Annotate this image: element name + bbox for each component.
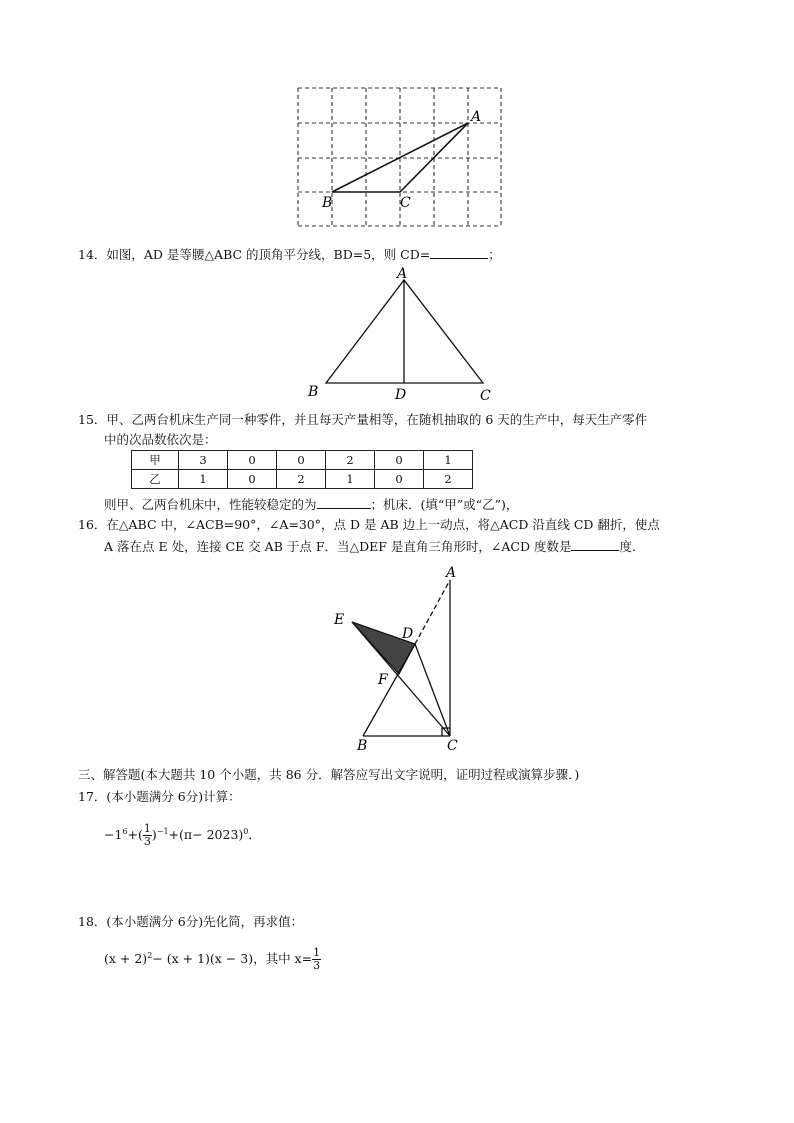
q16-fold-figure (326, 562, 476, 758)
q14-text-end: ； (488, 247, 501, 262)
table-cell: 2 (277, 470, 326, 489)
q18-frac-num: 1 (313, 946, 321, 960)
table-cell: 2 (424, 470, 473, 489)
q16-line-2 (104, 537, 645, 556)
section3-heading (78, 766, 579, 784)
table-cell: 0 (228, 451, 277, 470)
q15-line-1 (78, 411, 647, 429)
label-d: D (402, 626, 414, 642)
q17-number: 17． (78, 789, 107, 804)
q15-text-1: 甲、乙两台机床生产同一种零件，并且每天产量相等，在随机抽取的 6 天的生产中，每天生产零件 (106, 412, 648, 427)
q17-exp-2: −1 (156, 827, 169, 836)
q16-text-2-end: 度． (619, 539, 645, 554)
q15-text-3: 则甲、乙两台机床中，性能较稳定的为 (104, 497, 317, 512)
label-a: A (471, 109, 482, 125)
table-cell: 2 (326, 451, 375, 470)
q16-answer-blank[interactable] (571, 537, 619, 551)
q18-intro: (本小题满分 6分)先化简，再求值： (106, 914, 304, 929)
q15-answer-blank[interactable] (317, 495, 371, 509)
q15-number: 15． (78, 412, 107, 427)
row-label: 甲 (132, 451, 179, 470)
q14-line (78, 245, 501, 264)
q14-text: 如图，AD 是等腰△ABC 的顶角平分线，BD=5，则 CD= (106, 247, 431, 262)
table-cell: 0 (228, 470, 277, 489)
label-d: D (395, 387, 407, 403)
q16-line-1 (78, 516, 660, 534)
q17-expr-2: +( (127, 827, 143, 843)
q13-grid-figure (290, 82, 510, 232)
q18-expression (104, 936, 321, 979)
q17-intro: (本小题满分 6分)计算： (106, 789, 241, 804)
section3-heading-text: 三、解答题(本大题共 10 个小题，共 86 分．解答应写出文字说明，证明过程或演算步骤．) (78, 767, 580, 782)
table-cell: 1 (326, 470, 375, 489)
q17-expr-4: +(π− 2023) (168, 827, 244, 843)
q18-exp-1: 2 (147, 951, 153, 960)
q17-expr-1: −1 (104, 827, 123, 843)
table-row (132, 470, 473, 489)
q18-number: 18． (78, 914, 107, 929)
label-b: B (308, 384, 319, 400)
q16-text-1: 在△ABC 中，∠ACB=90°，∠A=30°，点 D 是 AB 边上一动点，将△ACD 沿直线 CD 翻折，使点 (106, 517, 660, 532)
row-label: 乙 (132, 470, 179, 489)
q14-number: 14． (78, 247, 107, 262)
table-cell: 0 (375, 451, 424, 470)
defect-table (131, 450, 473, 489)
q18-expr-2: − (x + 1)(x − 3)，其中 x= (152, 951, 313, 967)
table-cell: 3 (179, 451, 228, 470)
q17-frac-den: 3 (143, 835, 151, 849)
q15-line-2 (104, 431, 217, 449)
q15-text-3-end: ；机床．(填“甲”或“乙”)， (370, 497, 519, 512)
table-cell: 1 (179, 470, 228, 489)
q16-text-2: A 落在点 E 处，连接 CE 交 AB 于点 F．当△DEF 是直角三角形时，∠ACD 度数是 (104, 539, 572, 554)
label-b: B (322, 195, 333, 211)
label-b: B (357, 738, 368, 754)
q17-expression (104, 812, 261, 855)
label-c: C (480, 388, 491, 404)
table-cell: 0 (375, 470, 424, 489)
label-c: C (400, 195, 411, 211)
q18-fraction (312, 947, 321, 972)
q17-expr-end: ． (248, 827, 261, 843)
q14-answer-blank[interactable] (430, 245, 488, 259)
label-c: C (447, 738, 458, 754)
q17-line (78, 788, 241, 806)
q17-expr-3: ) (151, 827, 157, 843)
q17-fraction (143, 823, 152, 848)
q14-isosceles-figure (300, 266, 500, 406)
table-cell: 1 (424, 451, 473, 470)
q17-exp-3: 0 (243, 827, 249, 836)
q18-line (78, 913, 303, 931)
label-a: A (397, 266, 408, 282)
label-a: A (446, 565, 457, 581)
q15-line-3 (104, 495, 518, 514)
label-f: F (378, 672, 388, 688)
q17-exp-1: 6 (122, 827, 128, 836)
q18-frac-den: 3 (313, 959, 321, 973)
table-cell: 0 (277, 451, 326, 470)
label-e: E (334, 612, 345, 628)
q17-frac-num: 1 (143, 822, 151, 836)
table-row (132, 451, 473, 470)
q15-text-2: 中的次品数依次是： (104, 432, 217, 447)
q16-number: 16． (78, 517, 107, 532)
q18-expr-1: (x + 2) (104, 951, 148, 967)
